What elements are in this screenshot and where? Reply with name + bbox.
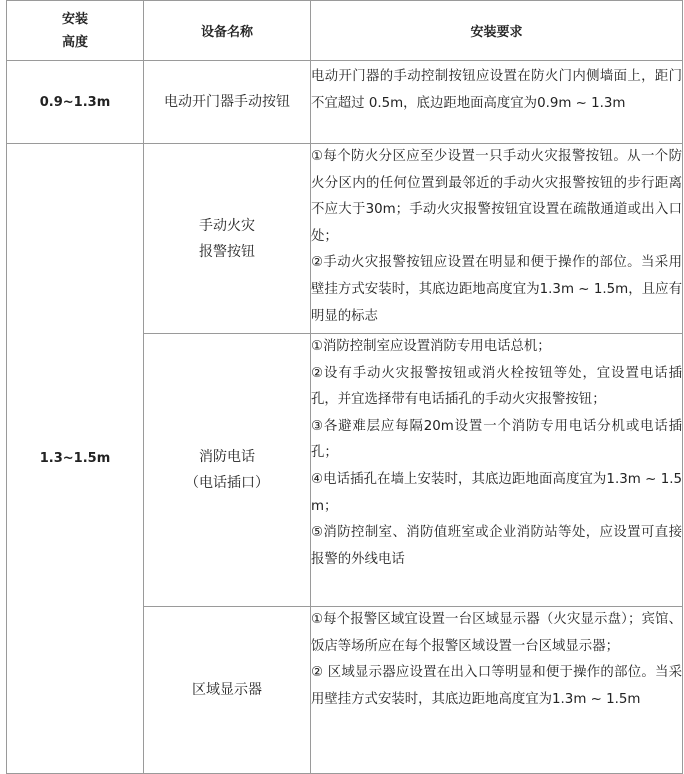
table-row [7, 61, 683, 144]
device-name-line-1: 手动火灾 [199, 217, 255, 234]
height-cell: 0.9~1.3m [7, 61, 144, 144]
device-name-cell [144, 61, 311, 144]
requirement-item-1: ①每个防火分区应至少设置一只手动火灾报警按钮。从一个防火分区内的任何位置到最邻近的手动火灾报警按钮的步行距离不应大于30m；手动火灾报警按钮宜设置在疏散通道或出入口处； [311, 149, 682, 244]
table-row [7, 144, 683, 334]
device-name-line-1: 消防电话 [199, 449, 255, 465]
header-row [7, 1, 683, 61]
height-cell: 1.3~1.5m [7, 144, 144, 774]
requirement-item-3: ③各避难层应每隔20m设置一个消防专用电话分机或电话插孔； [311, 418, 682, 461]
device-name: 电动开门器手动按钮 [164, 94, 290, 110]
requirement-text: 电动开门器的手动控制按钮应设置在防火门内侧墙面上，距门不宜超过 0.5m，底边距地面高度宜为0.9m ~ 1.3m [311, 69, 682, 111]
requirement-cell [311, 334, 683, 607]
header-device: 设备名称 [144, 1, 311, 61]
requirement-item-4: ④电话插孔在墙上安装时，其底边距地面高度宜为1.3m ~ 1.5m； [311, 471, 682, 514]
requirement-cell [311, 144, 683, 334]
device-name-cell [144, 334, 311, 607]
header-height [7, 1, 144, 61]
device-name-cell [144, 607, 311, 774]
header-requirement: 安装要求 [311, 1, 683, 61]
requirement-item-2: ②设有手动火灾报警按钮或消火栓按钮等处，宜设置电话插孔，并宜选择带有电话插孔的手动火灾报警按钮； [311, 365, 682, 408]
installation-requirements-table [6, 0, 683, 774]
requirement-cell [311, 607, 683, 774]
requirement-item-5: ⑤消防控制室、消防值班室或企业消防站等处，应设置可直接报警的外线电话 [311, 525, 682, 567]
requirement-item-2: ②手动火灾报警按钮应设置在明显和便于操作的部位。当采用壁挂方式安装时，其底边距地高度宜为1.3m ~ 1.5m，且应有明显的标志 [311, 255, 682, 324]
device-name: 区域显示器 [192, 682, 262, 698]
device-name-cell [144, 144, 311, 334]
device-name-line-2: （电话插口） [185, 475, 269, 491]
header-height-line-2: 高度 [61, 34, 88, 50]
header-height-line-1: 安装 [61, 11, 88, 27]
requirement-item-2: ② 区域显示器应设置在出入口等明显和便于操作的部位。当采用壁挂方式安装时，其底边距地高度宜为1.3m ~ 1.5m [311, 665, 682, 707]
requirement-item-1: ①消防控制室应设置消防专用电话总机； [311, 339, 551, 354]
device-name-line-2: 报警按钮 [199, 243, 255, 260]
requirement-cell [311, 61, 683, 144]
requirement-item-1: ①每个报警区域宜设置一台区域显示器（火灾显示盘）；宾馆、饭店等场所应在每个报警区域设置一台区域显示器； [311, 612, 682, 654]
